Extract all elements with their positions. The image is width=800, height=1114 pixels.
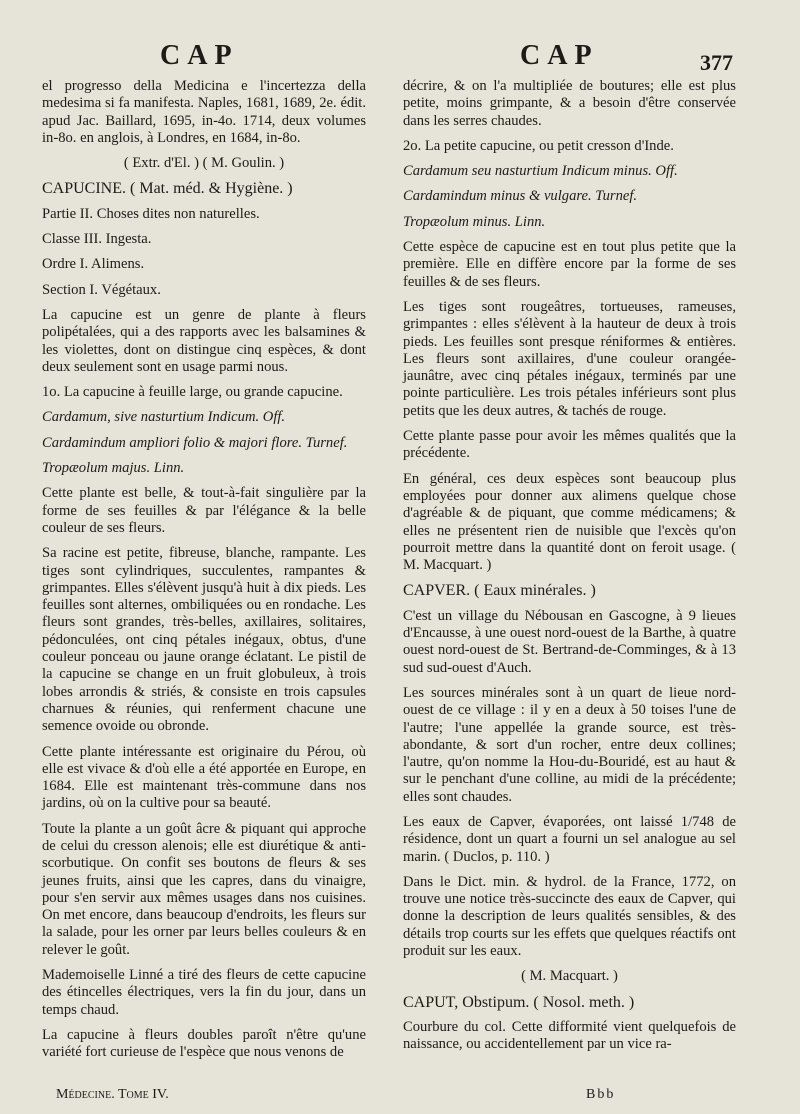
entry-title: CAPUT, Obstipum. ( Nosol. meth. ) <box>403 993 635 1011</box>
paragraph: Cardamum, sive nasturtium Indicum. Off. <box>42 409 286 426</box>
paragraph: Cardamindum ampliori folio & majori flore. Turnef. <box>42 434 348 451</box>
paragraph: Classe III. Ingesta. <box>42 231 152 248</box>
paragraph: En général, ces deux espèces sont beaucoup plus employées pour donner aux alimens quelque chose d'agréable & de piquant, que comme médicamens; & elles ne présentent rien de nuisible que l'excès qu'on pourroit mettre dans la quantité dont on feroit usage. ( M. Macquart. ) <box>403 470 736 574</box>
left-column <box>42 78 366 1070</box>
paragraph: Les tiges sont rougeâtres, tortueuses, rameuses, grimpantes : elles s'élèvent à la hauteur de deux à trois pieds. Les feuilles sont presque réniformes & entières. Les fleurs sont axillaires, d'une couleur orangée-jaunâtre, avec cinq pétales inégaux, terminés par une pointe particulière. Les trois pétales inférieurs sont plus petits que les deux autres, & tachés de rouge. <box>403 298 736 419</box>
paragraph: Dans le Dict. min. & hydrol. de la France, 1772, on trouve une notice très-succincte des eaux de Capver, qui donne la description de leurs qualités sensibles, & des détails trop courts sur les effets que quelques réactifs ont produit sur les eaux. <box>403 873 736 960</box>
paragraph: Cardamindum minus & vulgare. Turnef. <box>403 188 638 205</box>
paragraph: Cette plante est belle, & tout-à-fait singulière par la forme de ses feuilles & par l'élégance & la belle couleur de ses fleurs. <box>42 485 366 536</box>
signature: ( M. Macquart. ) <box>521 968 618 985</box>
signature-mark: Bbb <box>586 1087 616 1102</box>
paragraph: el progresso della Medicina e l'incertezza della medesima si fa manifesta. Naples, 1681, 1689, 2e. édit. apud Jac. Baillard, 1695, in-4o. 1714, deux volumes in-8o. en anglois, à Londres, en 1684, in-8o. <box>42 78 366 146</box>
entry-title: CAPVER. ( Eaux minérales. ) <box>403 582 596 600</box>
paragraph: Partie II. Choses dites non naturelles. <box>42 205 260 222</box>
paragraph: Cardamum seu nasturtium Indicum minus. Off. <box>403 163 678 180</box>
paragraph: Les sources minérales sont à un quart de lieue nord-ouest de ce village : il y en a deux à 50 toises l'une de l'autre; l'une appellée la grande source, est très-abondante, & sort d'un rocher, entre deux collines; l'autre, qu'on nomme la Hou-du-Bouridé, est au haut & sur le penchant d'une colline, au midi de la précédente; elles sont chaudes. <box>403 684 736 805</box>
paragraph: Tropæolum majus. Linn. <box>42 460 185 477</box>
paragraph: Cette espèce de capucine est en tout plus petite que la première. Elle en diffère encore par la forme de ses feuilles & de ses fleurs. <box>403 239 736 290</box>
paragraph: Mademoiselle Linné a tiré des fleurs de cette capucine des étincelles électriques, vers la fin du jour, dans un temps chaud. <box>42 967 366 1018</box>
running-head-left: CAP <box>160 40 239 71</box>
paragraph: Ordre I. Alimens. <box>42 256 145 273</box>
paragraph: Cette plante passe pour avoir les mêmes qualités que la précédente. <box>403 428 736 462</box>
paragraph: La capucine à fleurs doubles paroît n'être qu'une variété fort curieuse de l'espèce que nous venons de <box>42 1026 366 1061</box>
paragraph: Les eaux de Capver, évaporées, ont laissé 1/748 de résidence, dont un quart a fourni un sel analogue au sel marin. ( Duclos, p. 110. ) <box>403 813 736 865</box>
paragraph: C'est un village du Nébousan en Gascogne, à 9 lieues d'Encausse, à une ouest nord-ouest de la Barthe, à quatre ouest nord-ouest de St. Bertrand-de-Comminges, & à 13 sud sud-ouest d'Auch. <box>403 607 736 676</box>
entry-title: CAPUCINE. ( Mat. méd. & Hygiène. ) <box>42 180 293 198</box>
paragraph: La capucine est un genre de plante à fleurs polipétalées, qui a des rapports avec les balsamines & les violettes, dont on distingue cinq espèces, & dont deux seulement sont en usage parmi nous. <box>42 306 366 375</box>
paragraph: Sa racine est petite, fibreuse, blanche, rampante. Les tiges sont cylindriques, succulentes, rampantes & grimpantes. Elles s'élèvent jusqu'à huit à dix pieds. Les feuilles sont alternes, ombiliquées ou en rondache. Les fleurs sont grandes, très-belles, axillaires, solitaires, pédonculées, ont cinq pétales inégaux, obtus, d'une couleur ponceau ou jaune orange éclatant. Le pistil de la capucine se change en un fruit globuleux, à trois lobes arrondis & striés, & consiste en trois capsules charnues & réunies, qui renferment chacune une semence ovoide ou obronde. <box>42 545 366 735</box>
page-number: 377 <box>700 50 733 75</box>
paragraph: Toute la plante a un goût âcre & piquant qui approche de celui du cresson alenois; elle est diurétique & anti-scorbutique. On confit ses boutons de fleurs & ses jeunes fruits, ainsi que les capres, dans du vinaigre, pour s'en servir aux mêmes usages dans nos cuisines. On met encore, dans beaucoup d'endroits, les fleurs sur la salade, pour les orner par leurs belles couleurs & en relever le goût. <box>42 820 366 958</box>
running-head-right: CAP <box>520 40 599 71</box>
paragraph: Section I. Végétaux. <box>42 281 161 298</box>
right-column <box>403 78 736 1062</box>
paragraph: Tropæolum minus. Linn. <box>403 213 546 230</box>
paragraph: 1o. La capucine à feuille large, ou grande capucine. <box>42 384 343 401</box>
paragraph: 2o. La petite capucine, ou petit cresson d'Inde. <box>403 137 674 154</box>
paragraph: Cette plante intéressante est originaire du Pérou, où elle est vivace & d'où elle a été apportée en Europe, en 1684. Elle est maintenant très-commune dans nos jardins, où on la cultive pour sa beauté. <box>42 743 366 812</box>
footer-volume: Médecine. Tome IV. <box>56 1087 169 1102</box>
paragraph: Courbure du col. Cette difformité vient quelquefois de naissance, ou accidentellement par un vice ra- <box>403 1018 736 1053</box>
signature: ( Extr. d'El. ) ( M. Goulin. ) <box>123 155 285 172</box>
paragraph: décrire, & on l'a multipliée de boutures; elle est plus petite, moins grimpante, & a besoin d'être conservée dans les serres chaudes. <box>403 78 736 129</box>
